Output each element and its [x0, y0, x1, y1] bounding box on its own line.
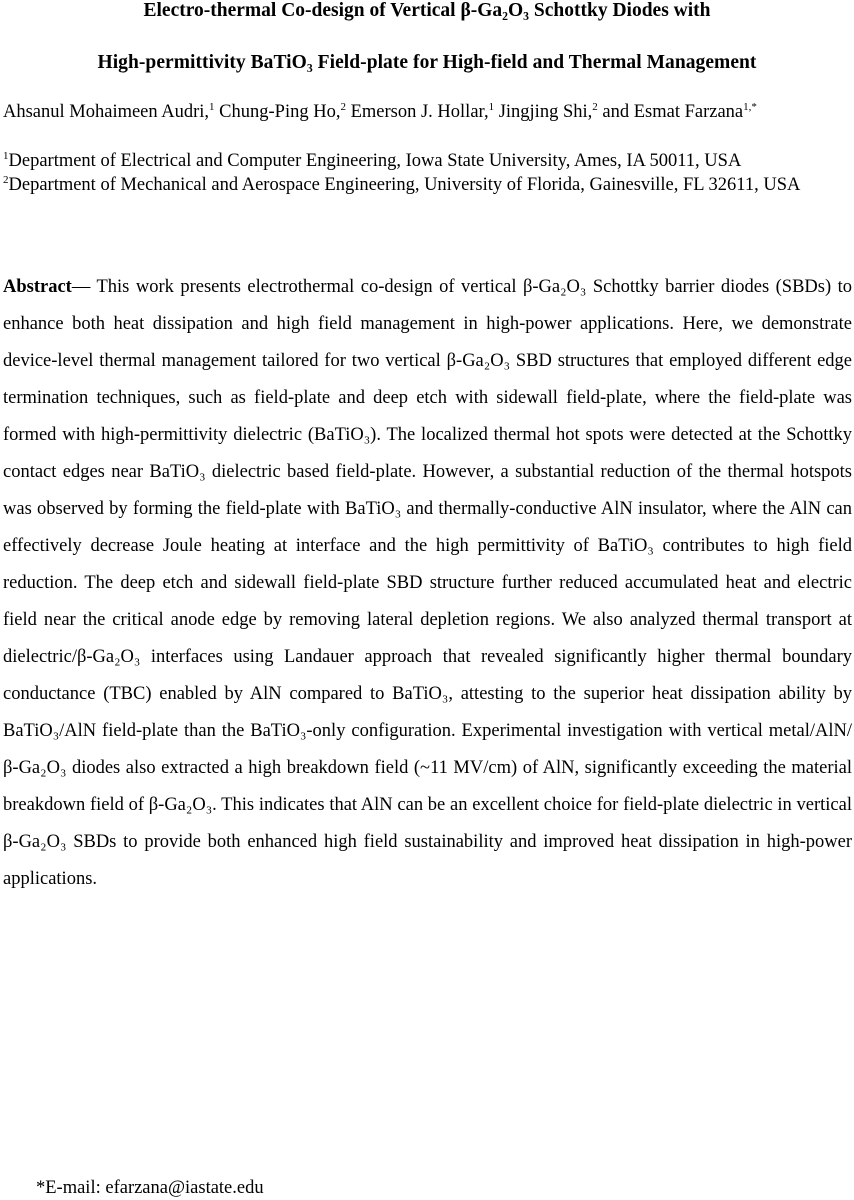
- author-affiliation-mark: 1,*: [743, 101, 757, 113]
- abstract-body: — This work presents electrothermal co-design of vertical β-Ga₂O₃ Schottky barrier diodes (SBDs) to enhance both heat dissipation and high field management in high-power applications. Here, we demonstrate device-level thermal management tailored for two vertical β-Ga₂O₃ SBD structures that employed different edge termination techniques, such as field-plate and deep etch with sidewall field-plate, where the field-plate was formed with high-permittivity dielectric (BaTiO₃). The localized thermal hot spots were detected at the Schottky contact edges near BaTiO₃ dielectric based field-plate. However, a substantial reduction of the thermal hotspots was observed by forming the field-plate with BaTiO₃ and thermally-conductive AlN insulator, where the AlN can effectively decrease Joule heating at interface and the high permittivity of BaTiO₃ contributes to high field reduction. The deep etch and sidewall field-plate SBD structure further reduced accumulated heat and electric field near the critical anode edge by removing lateral depletion regions. We also analyzed thermal transport at dielectric/β-Ga₂O₃ interfaces using Landauer approach that revealed significantly higher thermal boundary conductance (TBC) enabled by AlN compared to BaTiO₃, attesting to the superior heat dissipation ability by BaTiO₃/AlN field-plate than the BaTiO₃-only configuration. Experimental investigation with vertical metal/AlN/β-Ga₂O₃ diodes also extracted a high breakdown field (~11 MV/cm) of AlN, significantly exceeding the material breakdown field of β-Ga₂O₃. This indicates that AlN can be an excellent choice for field-plate dielectric in vertical β-Ga₂O₃ SBDs to provide both enhanced high field sustainability and improved heat dissipation in high-power applications.: [3, 277, 852, 889]
- author-affiliation-mark: 1: [209, 101, 215, 113]
- author-name: Ahsanul Mohaimeen Audri,: [3, 102, 210, 122]
- author-name: and Esmat Farzana: [597, 102, 744, 122]
- abstract-label: Abstract: [3, 277, 72, 297]
- author-affiliation-mark: 2: [592, 101, 598, 113]
- author-affiliation-mark: 2: [340, 101, 346, 113]
- paper-title-line-1: Electro-thermal Co-design of Vertical β-Ga₂O₃ Schottky Diodes with: [143, 0, 711, 21]
- affiliation-2: [3, 173, 833, 197]
- author-list: [3, 99, 833, 125]
- affiliation-1: [3, 149, 833, 173]
- affiliation-mark: 2: [3, 174, 9, 186]
- affiliation-text: Department of Mechanical and Aerospace Engineering, University of Florida, Gainesville, FL 32611, USA: [8, 175, 801, 195]
- affiliation-text: Department of Electrical and Computer Engineering, Iowa State University, Ames, IA 50011, USA: [8, 151, 742, 171]
- author-affiliation-mark: 1: [488, 101, 495, 113]
- affiliation-mark: 1: [3, 150, 9, 162]
- author-name: Chung-Ping Ho,: [214, 102, 341, 122]
- corresponding-email-footnote: *E-mail: efarzana@iastate.edu: [36, 1178, 264, 1198]
- author-name: Emerson J. Hollar,: [345, 102, 489, 122]
- abstract-paragraph: [3, 269, 852, 898]
- author-name: Jingjing Shi,: [494, 102, 593, 122]
- paper-title-line-2: High-permittivity BaTiO₃ Field-plate for High-field and Thermal Management: [97, 52, 757, 73]
